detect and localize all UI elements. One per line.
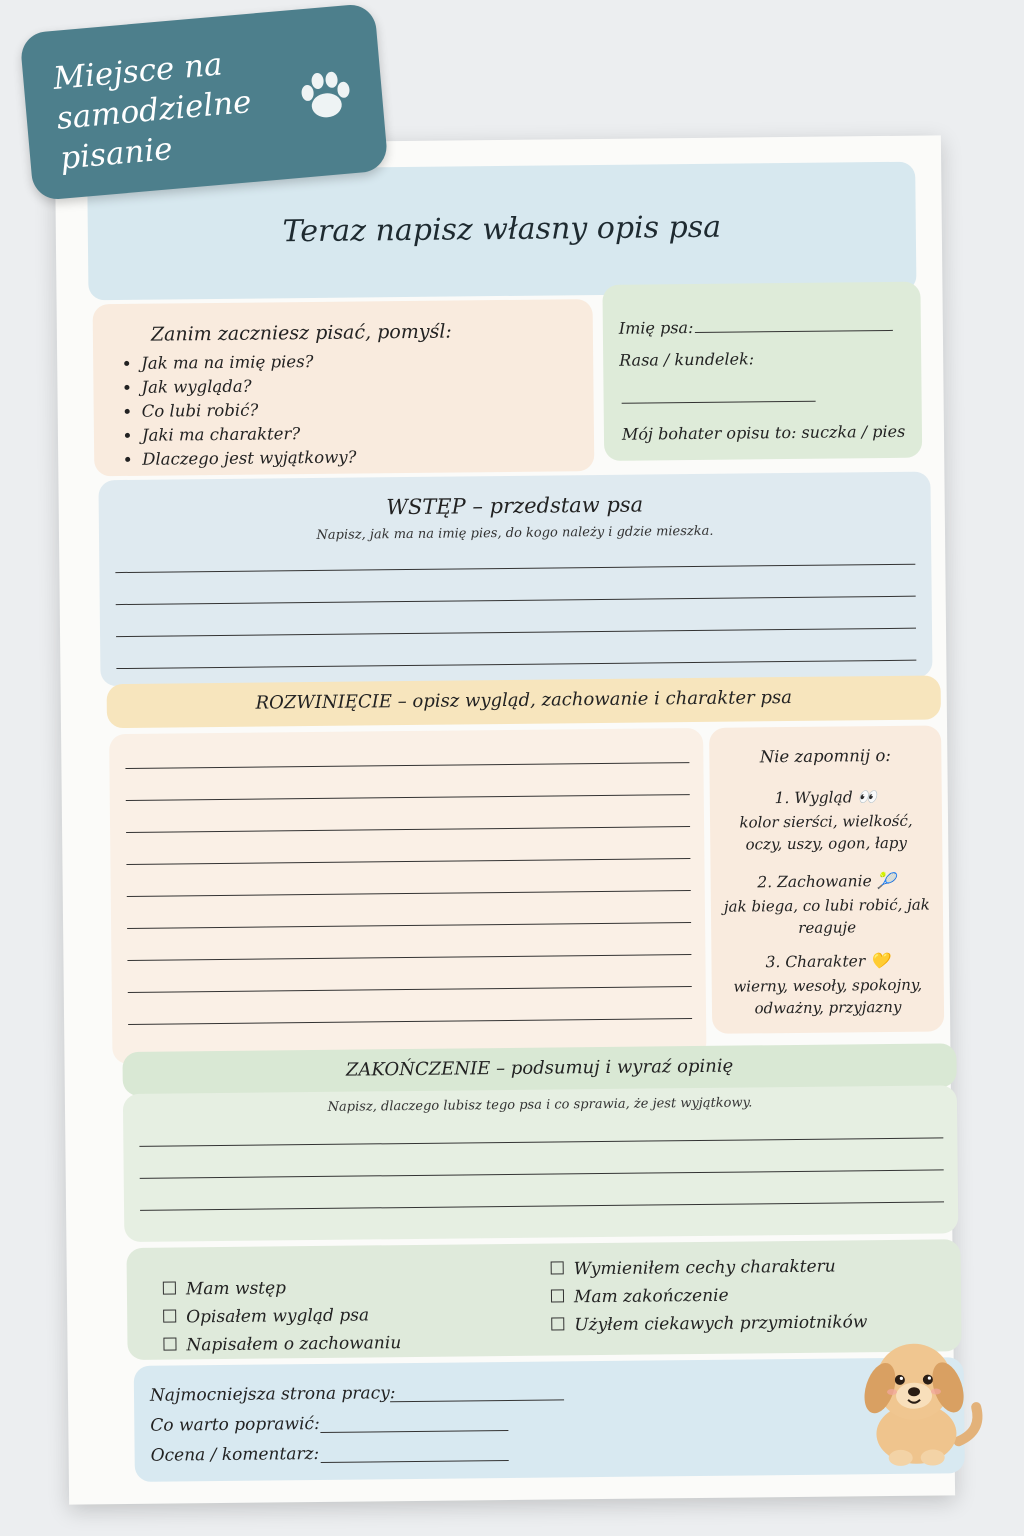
paw-icon <box>291 61 360 130</box>
writing-line[interactable] <box>116 596 916 605</box>
reminder-title: Nie zapomnij o: <box>759 745 892 767</box>
checkbox[interactable] <box>163 1281 176 1294</box>
development-writing-area <box>109 728 706 1064</box>
dog-name-field[interactable] <box>695 330 893 333</box>
writing-line[interactable] <box>126 826 690 833</box>
dog-name-label: Imię psa: <box>618 318 694 338</box>
ending-title: ZAKOŃCZENIE – podsumuj i wyraź opinię <box>345 1055 734 1081</box>
improve-label: Co warto poprawić: <box>150 1413 320 1436</box>
reminder-behavior-head: 2. Zachowanie 🎾 <box>757 871 897 892</box>
checklist-item[interactable]: Opisałem wygląd psa <box>163 1305 369 1327</box>
reminder-character-head: 3. Charakter 💛 <box>765 951 890 972</box>
grade-label: Ocena / komentarz: <box>150 1443 320 1466</box>
writing-line[interactable] <box>139 1137 943 1146</box>
tab-line-1: Miejsce na <box>51 46 224 97</box>
worksheet <box>55 135 955 1504</box>
checklist-item[interactable]: Użyłem ciekawych przymiotników <box>551 1312 867 1335</box>
breed-label: Rasa / kundelek: <box>619 349 755 370</box>
ending-subtitle: Napisz, dlaczego lubisz tego psa i co sprawia, że jest wyjątkowy. <box>327 1095 753 1115</box>
writing-line[interactable] <box>140 1169 944 1178</box>
improve-field[interactable] <box>320 1430 508 1433</box>
checklist-item[interactable]: Napisałem o zachowaniu <box>163 1333 401 1355</box>
writing-line[interactable] <box>128 986 692 993</box>
list-item: • Jak wygląda? <box>141 374 356 400</box>
grade-field[interactable] <box>321 1460 509 1463</box>
list-item: • Jak ma na imię pies? <box>141 350 356 376</box>
reminder-appearance-head: 1. Wygląd 👀 <box>774 788 878 808</box>
development-header <box>107 675 941 728</box>
intro-subtitle: Napisz, jak ma na imię pies, do kogo należy i gdzie mieszka. <box>316 523 714 543</box>
checkbox[interactable] <box>551 1261 564 1274</box>
development-title: ROZWINIĘCIE – opisz wygląd, zachowanie i charakter psa <box>255 686 793 714</box>
writing-line[interactable] <box>115 564 915 573</box>
reminder-character-body: wierny, wesoły, spokojny, odważny, przyjazny <box>733 975 923 1018</box>
reminder-panel <box>709 725 944 1033</box>
writing-line[interactable] <box>126 794 690 801</box>
checklist-item[interactable]: Mam wstęp <box>163 1278 286 1299</box>
strength-label: Najmocniejsza strona pracy: <box>149 1383 396 1406</box>
strength-field[interactable] <box>390 1399 564 1402</box>
checklist-panel <box>126 1239 961 1360</box>
reminder-appearance-body: kolor sierści, wielkość, oczy, uszy, ogon, łapy <box>739 811 913 854</box>
checklist-item[interactable]: Wymieniłem cechy charakteru <box>551 1257 836 1280</box>
hero-label: Mój bohater opisu to: suczka / pies <box>621 421 906 444</box>
checklist-item[interactable]: Mam zakończenie <box>551 1286 729 1308</box>
breed-field[interactable] <box>622 401 816 404</box>
intro-title: WSTĘP – przedstaw psa <box>386 492 644 520</box>
section-tab <box>19 3 388 201</box>
checkbox[interactable] <box>163 1337 176 1350</box>
writing-line[interactable] <box>127 890 691 897</box>
writing-line[interactable] <box>140 1201 944 1210</box>
ending-writing-area <box>123 1085 959 1242</box>
writing-line[interactable] <box>116 628 916 637</box>
list-item: • Jaki ma charakter? <box>142 422 357 448</box>
page-title: Teraz napisz własny opis psa <box>282 209 722 250</box>
list-item: • Dlaczego jest wyjątkowy? <box>142 446 357 472</box>
checkbox[interactable] <box>163 1309 176 1322</box>
reminder-behavior-body: jak biega, co lubi robić, jak reaguje <box>723 895 930 937</box>
list-item: • Co lubi robić? <box>142 398 357 424</box>
think-heading: Zanim zaczniesz pisać, pomyśl: <box>150 320 452 346</box>
think-panel <box>93 299 595 476</box>
tab-line-3: pisanie <box>58 131 174 177</box>
writing-line[interactable] <box>125 762 689 769</box>
intro-section <box>98 472 932 687</box>
writing-line[interactable] <box>127 954 691 961</box>
dog-info-panel <box>602 282 922 461</box>
puppy-icon <box>839 1321 991 1473</box>
think-list <box>119 350 357 472</box>
checkbox[interactable] <box>551 1289 564 1302</box>
writing-line[interactable] <box>116 660 916 669</box>
writing-line[interactable] <box>128 1018 692 1025</box>
tab-line-2: samodzielne <box>55 83 253 137</box>
writing-line[interactable] <box>126 858 690 865</box>
writing-line[interactable] <box>127 922 691 929</box>
checkbox[interactable] <box>551 1317 564 1330</box>
